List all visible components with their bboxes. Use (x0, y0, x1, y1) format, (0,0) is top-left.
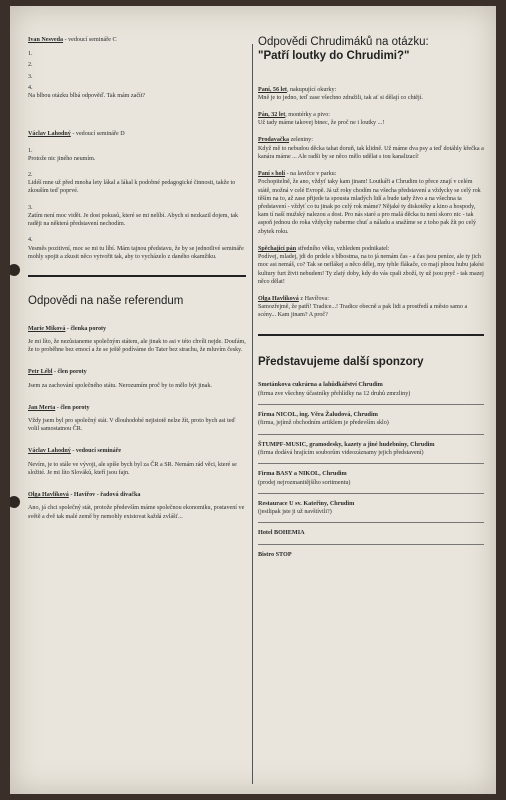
person-role: - vedoucí semináře D (70, 131, 125, 138)
answer-text: Mně je to jedno, teď zase všechno zdražili, tak ať si dělají co chtějí. (258, 94, 423, 101)
sponsor-desc: (firma zve všechny účastníky přehlídky na 12 druhů zmrzliny) (258, 390, 411, 397)
answer-item (258, 170, 484, 236)
person-role: - člen poroty (55, 404, 90, 411)
answer-number: 1. (28, 147, 33, 154)
person-role: - na lavičce v parku: (285, 171, 337, 178)
person-name: Paní, 56 let (258, 86, 287, 93)
person-role: - vedoucí semináře (70, 448, 122, 455)
person-name: Olga Havlíková (258, 295, 299, 302)
answer-text: Vždy jsem byl pro společný stát. V dlouhodobé nejistotě nelze žít, proto bych asi teď volil samostatnou ČR. (28, 418, 236, 433)
sponsors-heading: Představujeme další sponzory (258, 355, 424, 368)
answer-text: Nevím, je to stále ve vývoji, ale spíše bych byl za ČR a SR. Nemám rád věci, které se složité. Je mi líto Slováků, kteří jsou fajn. (28, 461, 237, 476)
person-name: Pán, 32 let (258, 112, 286, 119)
sponsor-separator (258, 463, 484, 464)
punch-hole (10, 496, 20, 508)
sponsor-item (258, 470, 484, 494)
answer-text: Ano, já chci společný stát, protože především máme společnou ekonomiku, postavení ve světě a dvě tak malé země by nemohly existovat každá zvlášť... (28, 505, 245, 520)
referendum-entry (28, 491, 246, 521)
person-name: Prodavačka (258, 137, 290, 144)
nesveda-block (28, 36, 246, 100)
sponsor-desc: (firma dodává hrajícím souborům videozáznamy jejich představení) (258, 449, 424, 456)
answer-text: Zatím není moc vidět. Je dost pokusů, které se mi nelíbí. Abych si nezkazil dojem, tak raději na některá představení nechodím. (28, 212, 239, 228)
sponsor-item (258, 529, 484, 544)
person-role: , montérky a pivo: (285, 112, 330, 119)
right-column (258, 36, 484, 565)
sponsor-name: Smetánkova cukrárna a lahůdkářství Chrudim (258, 381, 383, 389)
answer-item (258, 295, 484, 320)
person-name: Václav Lahodný (28, 131, 71, 138)
answer-text: Vesměs pozitivní, moc se mi tu líbí. Mám tajnou představu, že by se jednotlivé semináře mohly spojit a zkusit něco vytvořit tak, aby to vycházelo z daného okamžiku. (28, 245, 244, 260)
sponsor-name: ŠTUMPF-MUSIC, gramodesky, kazety a jiné hudebniny, Chrudim (258, 440, 435, 448)
column-divider (252, 44, 253, 784)
sponsor-item (258, 441, 484, 465)
person-name: Petr Lébl (28, 369, 53, 376)
sponsor-name: Firma NICOL, ing. Věra Žaludová, Chrudim (258, 411, 378, 418)
referendum-entry (28, 404, 246, 434)
answer-number: 2. (28, 62, 33, 69)
chrudim-heading-line1: Odpovědi Chrudimáků na otázku: (258, 36, 429, 48)
sponsor-separator (258, 434, 484, 435)
sponsor-name: Restaurace U sv. Kateřiny, Chrudim (258, 499, 355, 507)
answer-item (258, 245, 484, 286)
chrudim-heading-line2: "Patří loutky do Chrudimi?" (258, 49, 410, 62)
answer-number: 4. (28, 237, 33, 244)
answer-number: 4. (28, 84, 33, 91)
sponsor-item (258, 411, 484, 435)
answer-item (258, 111, 484, 127)
referendum-entry (28, 447, 246, 477)
left-column (28, 36, 246, 527)
answer-text: Jsem za zachování společného státu. Nerozumím proč by to mělo být jinak. (28, 382, 212, 389)
sponsor-name: Firma BASY a NIKOL, Chrudim (258, 470, 347, 478)
sponsor-separator (258, 404, 484, 405)
referendum-entry (28, 325, 246, 355)
answer-text: Protože nic jiného neumím. (28, 155, 96, 162)
person-name: Marie Miková (28, 325, 66, 332)
person-name: Spěchající pán (258, 245, 297, 252)
sponsor-item (258, 500, 484, 524)
punch-hole (10, 264, 20, 276)
referendum-heading: Odpovědi na naše referendum (28, 294, 184, 307)
person-name: Paní s holí (258, 171, 286, 178)
sponsor-item (258, 381, 484, 405)
person-role: - členka poroty (65, 325, 107, 332)
section-rule (258, 334, 484, 336)
sponsor-name: Bistro STOP (258, 550, 292, 558)
answer-text: Na blbou otázku blbá odpověď. Tak mám začít? (28, 93, 146, 100)
answer-text: Samozřejmě, že patří! Tradice...! Tradice obecně a pak lidi a prostředí a město samo a scény... Kam jinam? A proč? (258, 304, 468, 319)
answer-number: 1. (28, 51, 33, 58)
answer-item (258, 136, 484, 161)
person-role: středního věku, vzhledem podnikatel: (296, 245, 390, 252)
answer-text: Pochopitelně, že ano, vždyť taky kam jinam! Loutkáři a Chrudim to přece znají v celém státě, možná v celé Evropě. Já už roky chodím na všecha představení a vždycky se celý rok těším na to, až zase přijede ta spousta mladých lidí a bude tady živo a na všechna ta představení - vždyť co tu jinak po celý rok máme? Nějaké ty diskotéky a kino a hospody, kam tí naší mužský nalezou a dost. Pro nás staré a pro malá děcka tu není skoro nic - tak aspoň jednou do roka vždycky naberme chuť a náladu a snažíme se z toho pak žít po celý zbytek roku. (258, 179, 481, 235)
answers-list (258, 86, 484, 320)
answer-text: Podívej, mladej, jdi do prdele s blbostma, na to já nemám čas - a čas jsou peníze, ale ty jich moc asi nemáš, co? Tak se neflákej a něco dělej, my tyhle flákače, co mají plnou hubu jakési kultury furt živit nebudem! Ty zlatý doby, kdy do vás cpali zboží, ty už jsou pryč - tak mazej něco dělat! (258, 254, 484, 285)
answer-item (258, 86, 484, 102)
answer-text: Už tady máme takovej binec, že proč ne i loutky ...! (258, 120, 385, 127)
sponsor-separator (258, 493, 484, 494)
person-role: , nakupující okurky: (286, 86, 337, 93)
newspaper-page (10, 6, 496, 794)
section-rule (28, 275, 246, 277)
person-name: Olga Havlíková (28, 492, 69, 499)
person-role: zeleniny: (289, 137, 313, 144)
answer-number: 2. (28, 171, 33, 178)
sponsor-desc: (firma, jejímž obchodním artiklem je především sklo) (258, 420, 389, 427)
person-role: z Havířova: (298, 295, 329, 302)
person-name: Václav Lahodný (28, 448, 71, 455)
sponsor-desc: (prodej nejrozmanitějšího sortimentu) (258, 479, 351, 486)
referendum-entry (28, 368, 246, 389)
answer-text: Když mě to nebudou děcka tahat doruň, tak klidně. Už máme dva psy a teď dotáhly křečka a kanára máme ... Ale radši by se něco mělo udělat s tou kanalizací! (258, 145, 484, 160)
answer-number: 3. (28, 73, 33, 80)
answer-text: Je mi líto, že nezůstaneme společným státem, ale jinak to asi v této chvíli nejde. Doufám, že to proběhne bez emocí a že se ještě podíváme do Tater bez strachu, že mluvím česky. (28, 338, 246, 354)
lahodny-block (28, 130, 246, 261)
sponsor-name: Hotel BOHEMIA (258, 529, 305, 537)
person-role: - Havířov - řadová divačka (68, 492, 141, 499)
person-role: - člen poroty (52, 369, 87, 376)
answer-text: Lidéš mne už před mnoha lety lákal a lákal k podobné pedagogické činnosti, takže to zkouším teď poprvé. (28, 180, 236, 195)
chrudim-heading (258, 36, 484, 64)
sponsor-separator (258, 522, 484, 523)
sponsor-desc: (jestlipak jste ji už navštívili?) (258, 509, 332, 516)
sponsors-list (258, 381, 484, 559)
person-role: - vedoucí semináře C (63, 37, 117, 43)
person-name: Ivan Nesveda (28, 37, 64, 43)
sponsor-separator (258, 544, 484, 545)
sponsor-item (258, 551, 484, 559)
person-name: Jan Merta (28, 404, 56, 411)
answer-number: 3. (28, 204, 33, 211)
